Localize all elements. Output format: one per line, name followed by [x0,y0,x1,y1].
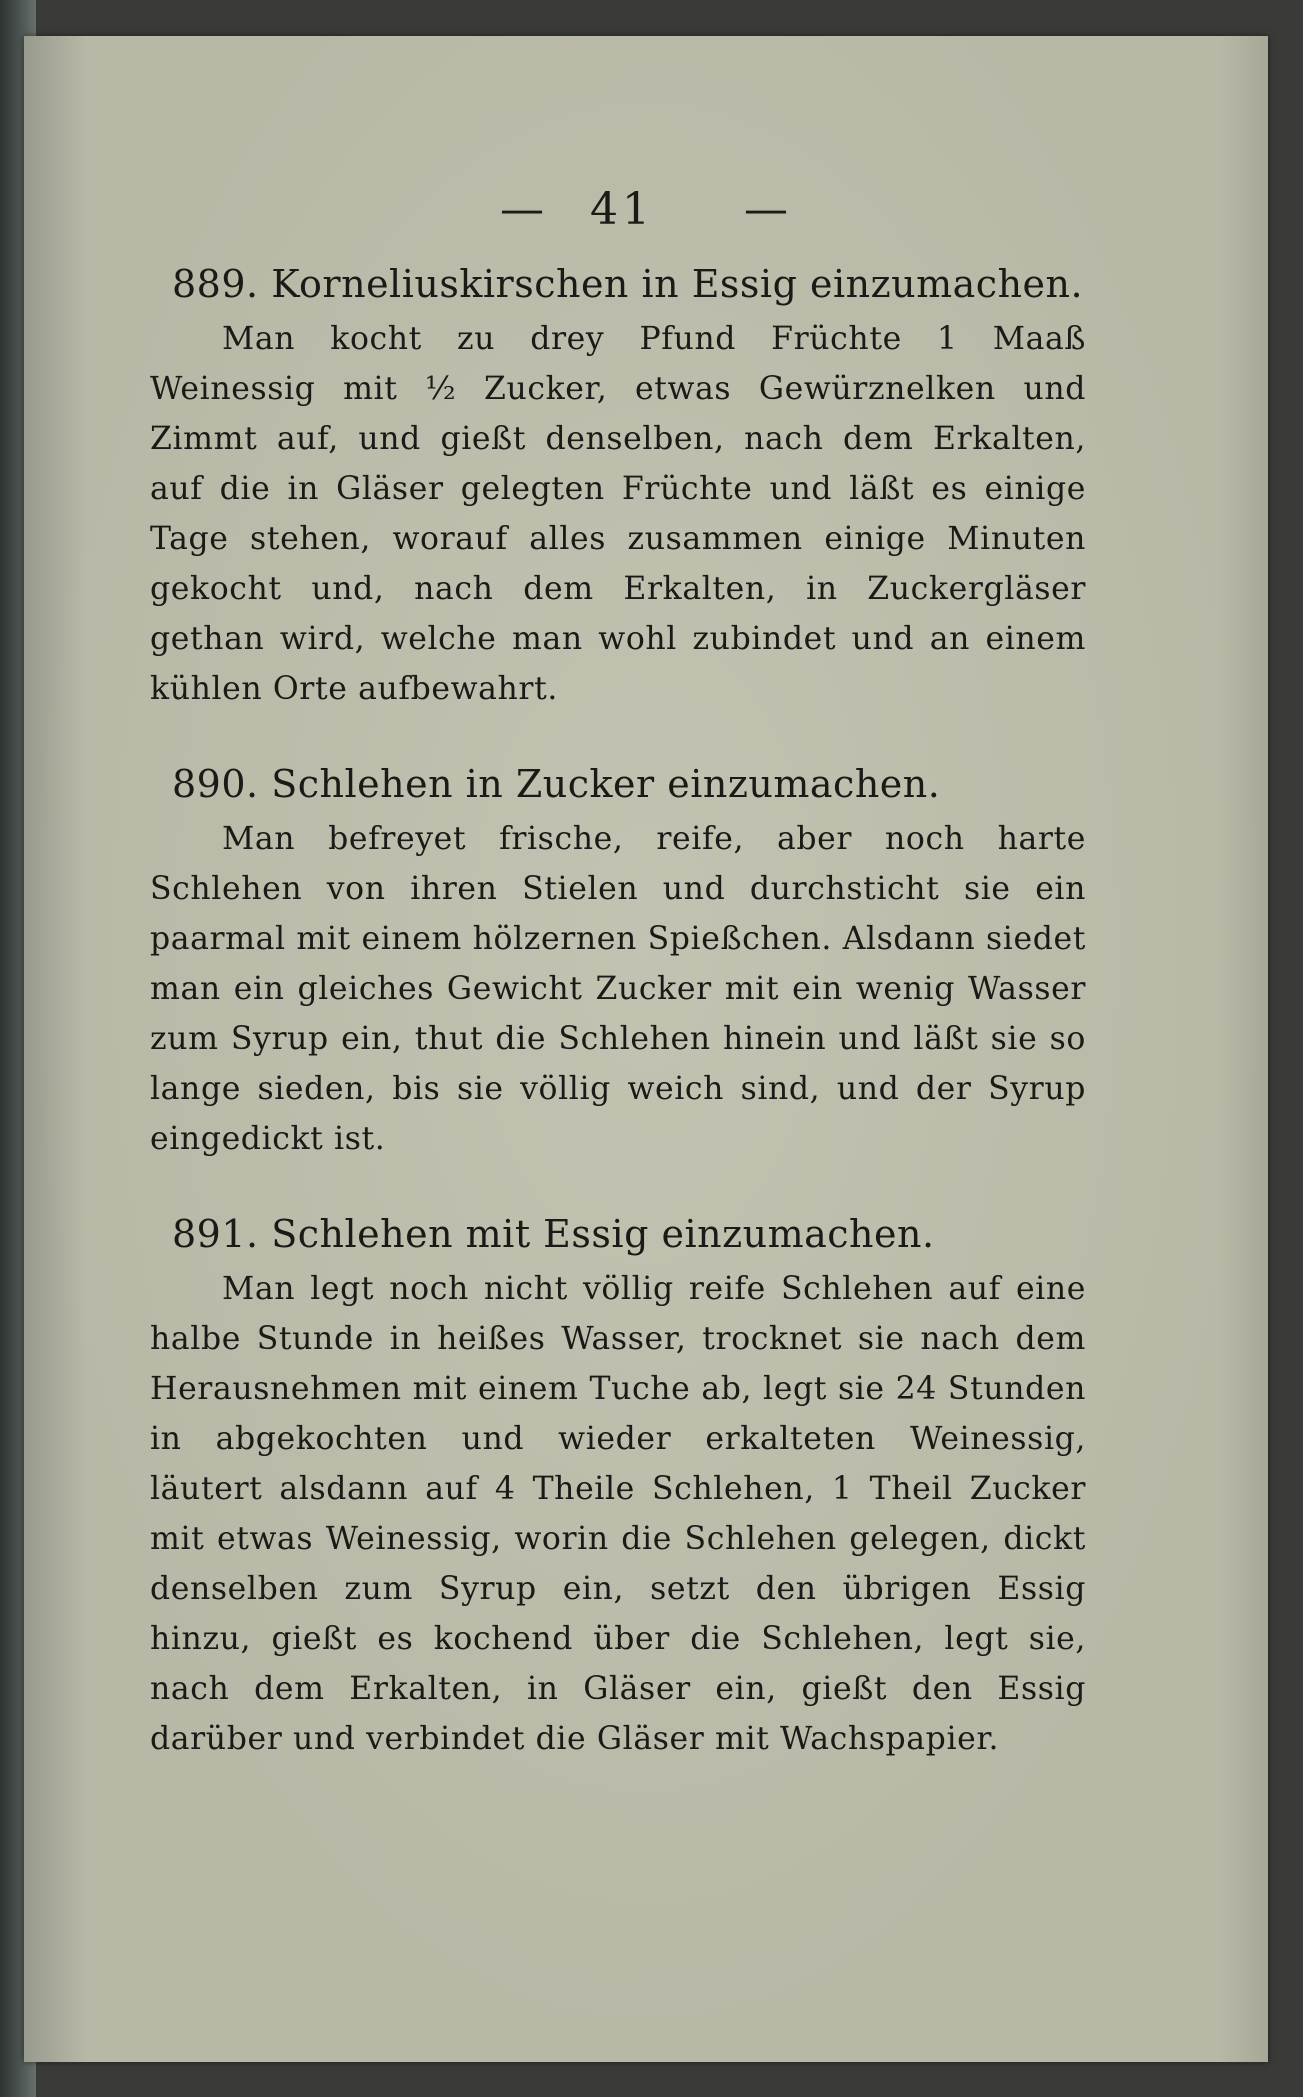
header-dash-left: — [500,184,548,235]
recipe-section-889 [150,258,1086,714]
page-sheet [24,36,1268,2062]
header-dash-right: — [744,184,792,235]
page-number: 41 [590,184,654,235]
recipe-section-890 [150,758,1086,1164]
recipe-heading: 891. Schlehen mit Essig einzumachen. [172,1212,935,1256]
recipe-heading: 890. Schlehen in Zucker einzumachen. [172,762,941,806]
page-header [24,184,1268,235]
recipe-section-891 [150,1208,1086,1764]
recipe-text: Man legt noch nicht völlig reife Schlehen auf eine halbe Stunde in heißes Wasser, trocknet sie nach dem Herausnehmen mit einem Tuche ab, legt sie 24 Stunden in abgekochten und wieder erkalteten Weinessig, läutert alsdann auf 4 Theile Schlehen, 1 Theil Zucker mit etwas Weinessig, worin die Schlehen gelegen, dickt denselben zum Syrup ein, setzt den übrigen Essig hinzu, gießt es kochend über die Schlehen, legt sie, nach dem Erkalten, in Gläser ein, gießt den Essig darüber und verbindet die Gläser mit Wachspapier. [150,1271,1086,1757]
recipe-text: Man kocht zu drey Pfund Früchte 1 Maaß Weinessig mit ½ Zucker, etwas Gewürznelken und Zimmt auf, und gießt denselben, nach dem Erkalten, auf die in Gläser gelegten Früchte und läßt es einige Tage stehen, worauf alles zusammen einige Minuten gekocht und, nach dem Erkalten, in Zuckergläser gethan wird, welche man wohl zubindet und an einem kühlen Orte aufbewahrt. [150,321,1086,707]
recipe-heading: 889. Korneliuskirschen in Essig einzumachen. [172,262,1084,306]
recipe-text: Man befreyet frische, reife, aber noch harte Schlehen von ihren Stielen und durchsticht sie ein paarmal mit einem hölzernen Spießchen. Alsdann siedet man ein gleiches Gewicht Zucker mit ein wenig Wasser zum Syrup ein, thut die Schlehen hinein und läßt sie so lange sieden, bis sie völlig weich sind, und der Syrup eingedickt ist. [150,821,1086,1157]
